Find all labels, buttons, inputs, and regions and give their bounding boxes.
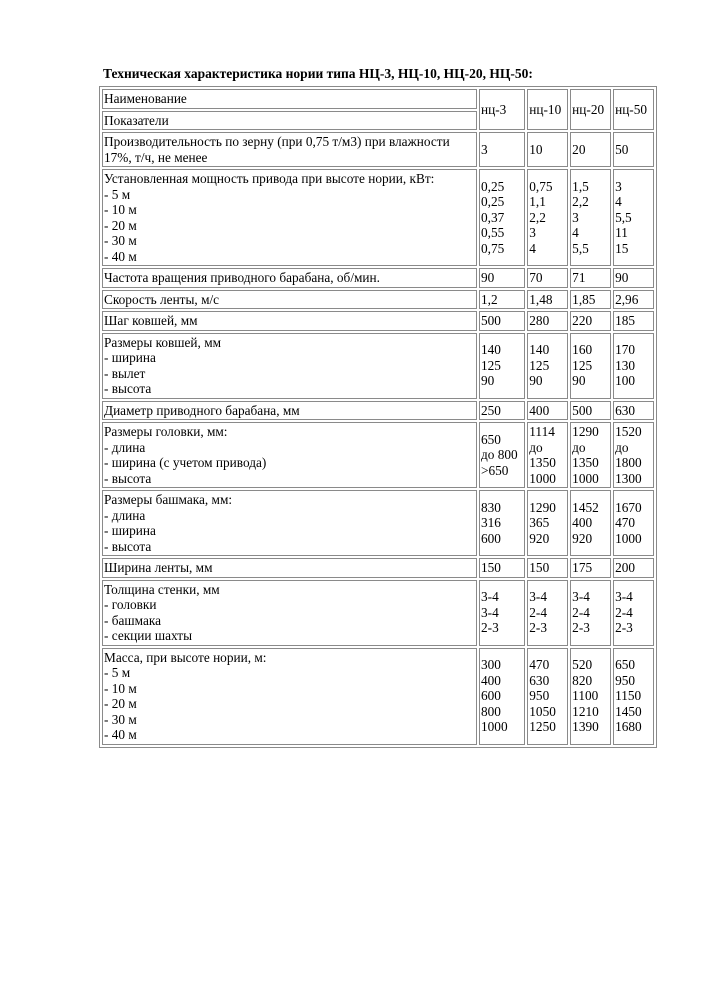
value-cell bbox=[527, 311, 568, 331]
row-label-cell bbox=[102, 648, 477, 745]
table-row bbox=[102, 311, 654, 331]
row-label-line: - 10 м bbox=[104, 680, 137, 696]
value-line: 3 bbox=[615, 178, 622, 194]
value-line: 1290 bbox=[529, 499, 556, 515]
value-line: 3-4 bbox=[481, 589, 499, 605]
row-label-cell bbox=[102, 132, 477, 167]
value-line: 5,5 bbox=[615, 209, 632, 225]
value-cell bbox=[527, 558, 568, 578]
value-line: 2-3 bbox=[481, 620, 499, 636]
table-row bbox=[102, 648, 654, 745]
value-line: 90 bbox=[572, 373, 586, 389]
row-label-line: - высота bbox=[104, 470, 152, 486]
value-line: 2,2 bbox=[572, 194, 589, 210]
value-cell bbox=[527, 401, 568, 421]
value-line: до bbox=[615, 439, 629, 455]
value-line: 2,2 bbox=[529, 209, 546, 225]
value-line: 200 bbox=[615, 560, 636, 575]
name-header-cell: Наименование bbox=[102, 89, 477, 109]
row-label-line: Частота вращения приводного барабана, об/мин. bbox=[104, 270, 380, 285]
row-label-line: Толщина стенки, мм bbox=[104, 581, 220, 597]
row-label-line: - 30 м bbox=[104, 711, 137, 727]
value-cell bbox=[479, 401, 525, 421]
model-header-nc3: нц-3 bbox=[479, 89, 525, 130]
value-cell bbox=[527, 290, 568, 310]
value-line: 3-4 bbox=[572, 589, 590, 605]
row-label-line: Размеры ковшей, мм bbox=[104, 334, 222, 350]
value-line: 0,75 bbox=[481, 240, 505, 256]
table-row bbox=[102, 132, 654, 167]
value-line: 650 bbox=[481, 431, 501, 447]
value-line: 70 bbox=[529, 270, 543, 285]
value-cell bbox=[613, 132, 654, 167]
table-row bbox=[102, 558, 654, 578]
value-line: 1000 bbox=[529, 470, 556, 486]
value-line: 650 bbox=[615, 657, 636, 673]
value-line: 160 bbox=[572, 342, 593, 358]
value-line: 1300 bbox=[615, 470, 642, 486]
table-row bbox=[102, 290, 654, 310]
value-line: 400 bbox=[529, 402, 550, 418]
value-line: 500 bbox=[481, 313, 501, 328]
value-line: 3-4 bbox=[529, 589, 547, 605]
row-label-line: - высота bbox=[104, 538, 152, 554]
row-label-line: - длина bbox=[104, 507, 146, 523]
value-cell bbox=[570, 311, 611, 331]
value-cell bbox=[527, 333, 568, 399]
model-header-nc10: нц-10 bbox=[527, 89, 568, 130]
row-label-line: - длина bbox=[104, 439, 146, 455]
value-line: 125 bbox=[572, 357, 593, 373]
header-row bbox=[102, 89, 654, 109]
value-line: 1670 bbox=[615, 499, 642, 515]
value-line: 2-4 bbox=[529, 604, 547, 620]
table-row bbox=[102, 401, 654, 421]
value-line: 2-4 bbox=[572, 604, 590, 620]
value-line: 1,85 bbox=[572, 291, 596, 307]
value-line: 1150 bbox=[615, 688, 642, 704]
value-line: 4 bbox=[529, 240, 536, 256]
value-cell bbox=[570, 490, 611, 556]
value-line: 1452 bbox=[572, 499, 599, 515]
value-line: 0,25 bbox=[481, 194, 505, 210]
value-cell bbox=[570, 648, 611, 745]
row-label-cell bbox=[102, 422, 477, 488]
value-line: 280 bbox=[529, 313, 550, 328]
value-line: 3 bbox=[572, 209, 579, 225]
row-label-line: - 20 м bbox=[104, 217, 137, 233]
value-cell bbox=[479, 290, 525, 310]
value-line: 820 bbox=[572, 672, 593, 688]
row-label-line: - 20 м bbox=[104, 696, 137, 711]
value-line: 5,5 bbox=[572, 240, 589, 256]
value-line: 1000 bbox=[615, 530, 642, 546]
value-line: 2-4 bbox=[615, 604, 633, 620]
indicators-header-cell: Показатели bbox=[102, 111, 477, 131]
value-line: 3 bbox=[481, 141, 488, 157]
value-line: 470 bbox=[529, 657, 550, 673]
table-row bbox=[102, 422, 654, 488]
value-cell bbox=[613, 422, 654, 488]
value-line: 950 bbox=[529, 688, 550, 704]
value-cell bbox=[479, 132, 525, 167]
value-line: 0,55 bbox=[481, 225, 505, 241]
value-line: 0,75 bbox=[529, 178, 553, 194]
value-line: 11 bbox=[615, 225, 628, 241]
value-cell bbox=[613, 580, 654, 646]
value-line: 150 bbox=[529, 560, 550, 575]
value-line: 140 bbox=[481, 342, 501, 358]
value-line: 500 bbox=[572, 402, 593, 418]
value-line: 3-4 bbox=[615, 589, 633, 605]
value-line: 520 bbox=[572, 657, 593, 673]
value-line: 1250 bbox=[529, 719, 556, 735]
value-line: до bbox=[572, 439, 586, 455]
value-cell bbox=[570, 290, 611, 310]
value-line: 1,2 bbox=[481, 291, 498, 307]
row-label-cell bbox=[102, 290, 477, 310]
value-line: 400 bbox=[481, 672, 501, 688]
value-line: 15 bbox=[615, 240, 629, 256]
value-line: >650 bbox=[481, 462, 509, 478]
value-line: 3 bbox=[529, 225, 536, 241]
value-line: 1450 bbox=[615, 703, 642, 719]
value-line: 250 bbox=[481, 402, 501, 418]
value-cell bbox=[479, 333, 525, 399]
value-cell bbox=[479, 490, 525, 556]
value-line: 920 bbox=[529, 530, 550, 546]
value-line: 150 bbox=[481, 560, 501, 575]
value-cell bbox=[479, 422, 525, 488]
value-line: 920 bbox=[572, 530, 593, 546]
row-label-line: 17%, т/ч, не менее bbox=[104, 149, 208, 165]
value-cell bbox=[570, 401, 611, 421]
row-label-line: - 5 м bbox=[104, 665, 131, 680]
value-line: 1,5 bbox=[572, 178, 589, 194]
value-line: 2-3 bbox=[572, 620, 590, 636]
value-line: 4 bbox=[615, 194, 622, 210]
value-line: 71 bbox=[572, 270, 586, 285]
row-label-line: Масса, при высоте нории, м: bbox=[104, 649, 267, 665]
value-cell bbox=[613, 401, 654, 421]
value-line: 400 bbox=[572, 515, 593, 531]
value-line: 170 bbox=[615, 342, 636, 358]
value-line: 175 bbox=[572, 560, 593, 575]
row-label-line: - башмака bbox=[104, 612, 162, 628]
value-line: 1390 bbox=[572, 719, 599, 735]
value-line: 600 bbox=[481, 530, 501, 546]
value-cell bbox=[613, 490, 654, 556]
value-cell bbox=[613, 268, 654, 288]
value-cell bbox=[613, 333, 654, 399]
row-label-line: - головки bbox=[104, 597, 157, 612]
row-label-line: Диаметр приводного барабана, мм bbox=[104, 402, 300, 418]
row-label-cell bbox=[102, 333, 477, 399]
value-line: 1114 bbox=[529, 424, 555, 439]
value-line: до 800 bbox=[481, 447, 518, 463]
value-line: 2,96 bbox=[615, 291, 639, 307]
row-label-line: - 30 м bbox=[104, 233, 137, 248]
value-line: 1050 bbox=[529, 703, 556, 719]
row-label-line: Скорость ленты, м/с bbox=[104, 291, 220, 307]
value-line: 10 bbox=[529, 141, 543, 157]
value-line: 1210 bbox=[572, 703, 599, 719]
value-cell bbox=[527, 132, 568, 167]
value-cell bbox=[613, 558, 654, 578]
row-label-line: - 5 м bbox=[104, 186, 131, 202]
value-cell bbox=[527, 580, 568, 646]
row-label-line: Размеры головки, мм: bbox=[104, 424, 228, 439]
value-cell bbox=[527, 268, 568, 288]
value-line: 90 bbox=[481, 373, 495, 389]
row-label-line: Ширина ленты, мм bbox=[104, 560, 213, 575]
row-label-line: Размеры башмака, мм: bbox=[104, 492, 233, 507]
value-cell bbox=[479, 311, 525, 331]
table-row bbox=[102, 169, 654, 266]
value-cell bbox=[570, 132, 611, 167]
row-label-line: - ширина bbox=[104, 523, 156, 538]
value-line: 220 bbox=[572, 313, 593, 328]
row-label-line: - 10 м bbox=[104, 202, 137, 217]
value-line: 630 bbox=[615, 402, 636, 418]
row-label-cell bbox=[102, 311, 477, 331]
value-line: 130 bbox=[615, 357, 636, 373]
value-line: 316 bbox=[481, 515, 501, 531]
row-label-cell bbox=[102, 401, 477, 421]
value-cell bbox=[570, 333, 611, 399]
row-label-line: - высота bbox=[104, 381, 152, 396]
row-label-cell bbox=[102, 558, 477, 578]
value-line: 365 bbox=[529, 515, 550, 531]
value-line: 600 bbox=[481, 688, 501, 704]
value-cell bbox=[613, 648, 654, 745]
row-label-line: - секции шахты bbox=[104, 628, 193, 643]
value-line: 470 bbox=[615, 515, 636, 531]
table-row bbox=[102, 580, 654, 646]
row-label-line: Шаг ковшей, мм bbox=[104, 313, 198, 328]
value-line: 100 bbox=[615, 373, 636, 389]
value-line: 185 bbox=[615, 313, 636, 328]
value-line: 0,37 bbox=[481, 209, 505, 225]
value-cell bbox=[479, 580, 525, 646]
value-cell bbox=[613, 311, 654, 331]
value-line: 90 bbox=[529, 373, 543, 389]
value-line: 140 bbox=[529, 342, 550, 358]
value-line: 125 bbox=[481, 357, 501, 373]
value-line: до bbox=[529, 439, 543, 455]
value-line: 125 bbox=[529, 357, 550, 373]
value-cell bbox=[479, 169, 525, 266]
row-label-cell bbox=[102, 580, 477, 646]
value-cell bbox=[570, 169, 611, 266]
row-label-line: Производительность по зерну (при 0,75 т/м3) при влажности bbox=[104, 134, 450, 149]
specification-table bbox=[99, 86, 657, 748]
row-label-cell bbox=[102, 490, 477, 556]
row-label-cell bbox=[102, 169, 477, 266]
value-line: 2-3 bbox=[615, 620, 633, 636]
row-label-line: - ширина bbox=[104, 350, 156, 365]
value-line: 800 bbox=[481, 703, 501, 719]
value-cell bbox=[527, 422, 568, 488]
row-label-cell bbox=[102, 268, 477, 288]
value-line: 1520 bbox=[615, 424, 642, 439]
value-line: 0,25 bbox=[481, 178, 505, 194]
value-line: 50 bbox=[615, 141, 629, 157]
page-title: Техническая характеристика нории типа НЦ-3, НЦ-10, НЦ-20, НЦ-50: bbox=[103, 66, 533, 81]
value-cell bbox=[613, 290, 654, 310]
value-line: 90 bbox=[481, 270, 495, 285]
row-label-line: - ширина (с учетом привода) bbox=[104, 455, 267, 470]
row-label-line: - 40 м bbox=[104, 727, 137, 742]
row-label-line: Установленная мощность привода при высоте нории, кВт: bbox=[104, 171, 435, 186]
value-line: 630 bbox=[529, 672, 550, 688]
value-cell bbox=[527, 648, 568, 745]
row-label-line: - 40 м bbox=[104, 248, 137, 264]
value-cell bbox=[570, 268, 611, 288]
value-line: 1000 bbox=[481, 719, 508, 735]
row-label-line: - вылет bbox=[104, 365, 146, 381]
value-cell bbox=[570, 558, 611, 578]
value-line: 4 bbox=[572, 225, 579, 241]
table-row bbox=[102, 490, 654, 556]
table-row bbox=[102, 268, 654, 288]
value-cell bbox=[613, 169, 654, 266]
value-line: 1100 bbox=[572, 688, 599, 704]
value-cell bbox=[570, 422, 611, 488]
value-line: 300 bbox=[481, 657, 501, 673]
value-cell bbox=[570, 580, 611, 646]
value-line: 1290 bbox=[572, 424, 599, 439]
model-header-nc20: нц-20 bbox=[570, 89, 611, 130]
value-line: 1,48 bbox=[529, 291, 553, 307]
value-line: 830 bbox=[481, 499, 501, 515]
value-cell bbox=[479, 648, 525, 745]
value-line: 90 bbox=[615, 270, 629, 285]
value-line: 1350 bbox=[529, 455, 556, 470]
value-line: 20 bbox=[572, 141, 586, 157]
model-header-nc50: нц-50 bbox=[613, 89, 654, 130]
value-cell bbox=[527, 490, 568, 556]
value-line: 3-4 bbox=[481, 604, 499, 620]
value-cell bbox=[527, 169, 568, 266]
value-line: 1350 bbox=[572, 455, 599, 470]
value-cell bbox=[479, 268, 525, 288]
value-line: 1,1 bbox=[529, 194, 546, 210]
value-line: 1800 bbox=[615, 455, 642, 470]
value-line: 1000 bbox=[572, 470, 599, 486]
value-line: 950 bbox=[615, 672, 636, 688]
value-line: 2-3 bbox=[529, 620, 547, 636]
value-line: 1680 bbox=[615, 719, 642, 735]
value-cell bbox=[479, 558, 525, 578]
table-row bbox=[102, 333, 654, 399]
